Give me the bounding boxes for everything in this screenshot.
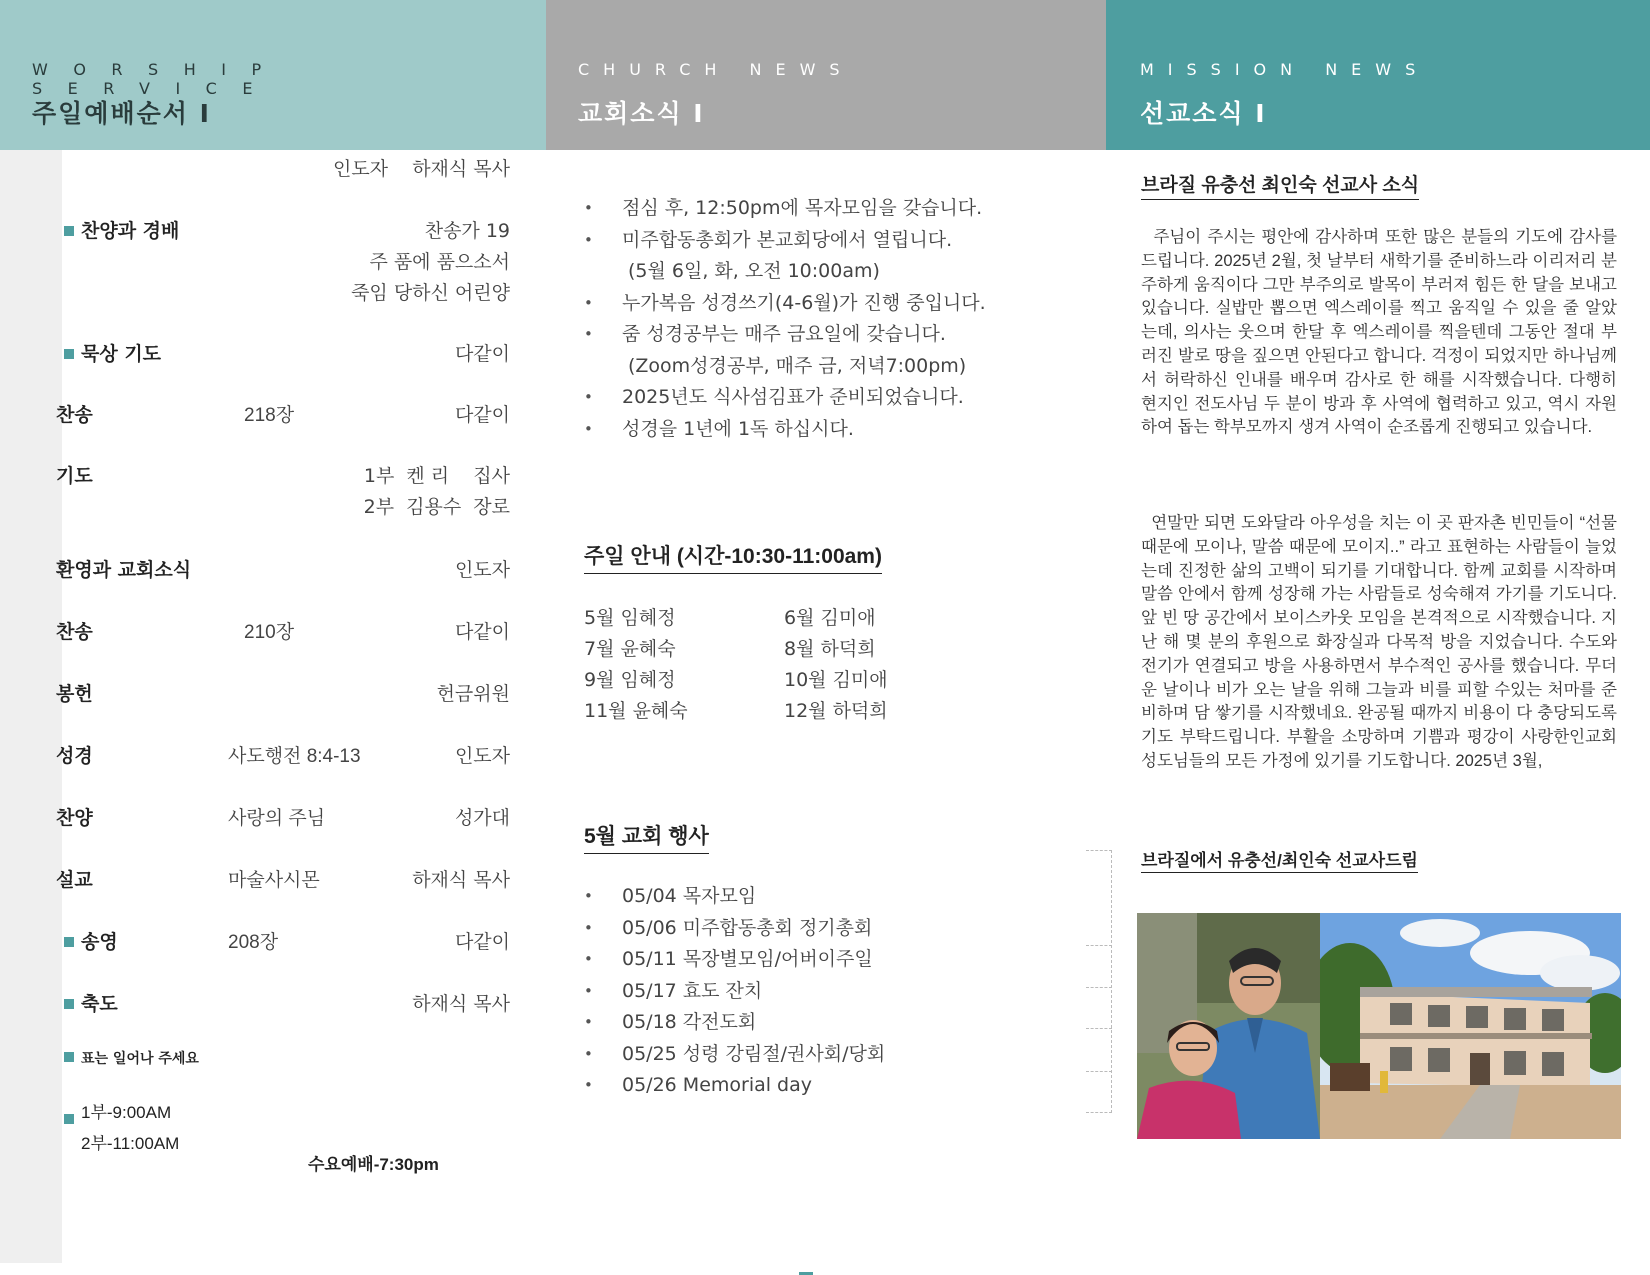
news-item	[584, 193, 986, 225]
benediction-right: 하재식 목사	[412, 993, 510, 1015]
guide-cell: 8월 하덕희	[784, 638, 876, 660]
praise-title	[64, 216, 179, 243]
wednesday-service: 수요예배-7:30pm	[308, 1155, 439, 1174]
event-text: 05/18 각전도회	[622, 1011, 757, 1033]
closing-hymn-right: 다같이	[454, 931, 510, 953]
mission-building-photo	[1320, 913, 1621, 1139]
guide-cell: 7월 윤혜숙	[584, 638, 676, 660]
church-news-list	[584, 193, 986, 445]
silent-prayer-right: 다같이	[454, 343, 510, 365]
sermon-title: 설교	[56, 869, 93, 891]
prayer-leader: 2부 김용수 장로	[363, 496, 510, 518]
praise-song: 찬송가 19	[424, 220, 510, 242]
praise-title-text: 찬양과 경배	[81, 220, 180, 242]
guide-cell: 11월 윤혜숙	[584, 700, 688, 722]
guide-row	[584, 665, 944, 696]
square-bullet-icon	[64, 1052, 74, 1062]
standing-note	[64, 1048, 199, 1068]
news-item	[584, 382, 986, 414]
bullet-icon: •	[584, 887, 593, 905]
church-news-header-title: 교회소식 I	[578, 99, 705, 128]
scripture-passage: 사도행전 8:4-13	[228, 746, 361, 767]
prayer-title: 기도	[56, 465, 93, 487]
dashed-bracket	[1086, 850, 1112, 1113]
event-text: 05/26 Memorial day	[622, 1074, 813, 1096]
news-text: 성경을 1년에 1독 하십시다.	[622, 417, 854, 440]
event-text: 05/17 효도 잔치	[622, 979, 763, 1002]
bullet-icon: •	[584, 918, 593, 937]
bullet-icon: •	[584, 419, 593, 438]
silent-prayer-title-text: 묵상 기도	[81, 343, 162, 365]
bullet-icon: •	[584, 1044, 593, 1063]
bullet-icon: •	[584, 950, 593, 968]
bullet-icon: •	[584, 981, 593, 1000]
anthem-title: 찬양	[56, 807, 93, 829]
welcome-title: 환영과 교회소식	[56, 559, 192, 581]
guide-cell: 12월 하덕희	[784, 700, 888, 722]
scripture-right: 인도자	[454, 745, 510, 767]
dashed-tick	[1086, 1071, 1112, 1072]
second-service-time: 2부-11:00AM	[81, 1134, 180, 1153]
hymn2-right: 다같이	[454, 621, 510, 643]
guide-row	[584, 603, 944, 634]
bullet-icon: •	[584, 388, 593, 406]
praise-song: 주 품에 품으소서	[369, 251, 510, 273]
bullet-icon: •	[584, 293, 593, 312]
hymn1-title: 찬송	[56, 404, 93, 426]
welcome-right: 인도자	[454, 559, 510, 581]
praise-song: 죽임 당하신 어린양	[351, 282, 510, 304]
silent-prayer-title	[64, 339, 161, 366]
guide-cell: 9월 임혜정	[584, 669, 676, 691]
bullet-icon: •	[584, 325, 593, 343]
scripture-title: 성경	[56, 745, 93, 767]
guide-cell: 10월 김미애	[784, 669, 888, 691]
mission-news-header-eng: MISSION NEWS	[1140, 60, 1430, 79]
hymn2-title: 찬송	[56, 621, 93, 643]
sermon-topic: 마술사시몬	[228, 870, 320, 891]
event-text: 05/04 목자모임	[622, 885, 757, 907]
mission-signature: 브라질에서 유충선/최인숙 선교사드림	[1141, 846, 1418, 873]
worship-header-eng: WORSHIP SERVICE	[32, 60, 287, 98]
hymn1-right: 다같이	[454, 404, 510, 426]
event-item	[584, 881, 885, 913]
bullet-icon: •	[584, 230, 593, 249]
benediction-title	[64, 989, 118, 1016]
offering-title: 봉헌	[56, 683, 93, 705]
news-text: 점심 후, 12:50pm에 목자모임을 갖습니다.	[622, 197, 983, 219]
closing-hymn-title	[64, 927, 118, 954]
bullet-icon: •	[584, 199, 593, 217]
benediction-title-text: 축도	[81, 993, 118, 1015]
church-news-header-eng: CHURCH NEWS	[578, 60, 854, 79]
standing-note-text: 표는 일어나 주세요	[81, 1051, 199, 1067]
event-item	[584, 913, 885, 945]
may-events-list	[584, 881, 885, 1102]
square-bullet-icon	[64, 937, 74, 947]
square-bullet-icon	[64, 349, 74, 359]
may-events-title: 5월 교회 행사	[584, 820, 709, 854]
news-text: 미주합동총회가 본교회당에서 열립니다.	[622, 228, 953, 251]
event-item	[584, 1070, 885, 1102]
first-service-time: 1부-9:00AM	[81, 1103, 172, 1122]
mission-building-image	[1320, 913, 1621, 1139]
prayer-leaders	[364, 461, 510, 523]
news-text: 누가복음 성경쓰기(4-6월)가 진행 중입니다.	[622, 291, 986, 314]
sunday-guide-title: 주일 안내 (시간-10:30-11:00am)	[584, 540, 882, 574]
news-subtext: (Zoom성경공부, 매주 금, 저녁7:00pm)	[628, 354, 967, 377]
news-subtext: (5월 6일, 화, 오전 10:00am)	[628, 260, 880, 282]
guide-cell: 5월 임혜정	[584, 607, 676, 629]
event-item	[584, 944, 885, 976]
event-item	[584, 976, 885, 1008]
event-text: 05/11 목장별모임/어버이주일	[622, 948, 873, 970]
hymn1-number: 218장	[244, 405, 295, 426]
worship-header-title: 주일예배순서 I	[32, 99, 211, 128]
mission-news-header	[1106, 0, 1650, 150]
news-item	[584, 319, 986, 382]
event-text: 05/06 미주합동총회 정기총회	[622, 916, 873, 939]
dashed-tick	[1086, 987, 1112, 988]
mission-news-header-title: 선교소식 I	[1140, 99, 1267, 128]
mission-title: 브라질 유충선 최인숙 선교사 소식	[1141, 170, 1419, 200]
square-bullet-icon	[64, 999, 74, 1009]
closing-hymn-title-text: 송영	[81, 931, 118, 953]
mission-paragraph-1: 주님이 주시는 평안에 감사하며 또한 많은 분들의 기도에 감사를 드립니다. 2025년 2월, 첫 날부터 새학기를 준비하느라 이리저리 분주하게 움직이다 그만 부주의로 발목이 부러져 힘든 한 달을 보내고 있습니다. 실밥만 뽑으면 엑스레이를 찍고 움직일 수 있을 줄 알았는데, 의사는 웃으며 한달 후 엑스레이를 찍을텐데 그동안 절대 부러진 발로 땅을 짚으면 안된다고 합니다. 걱정이 되었지만 하나님께서 허락하신 인내를 배우며 감사로 한 해를 시작했습니다. 다행히 현지인 전도사님 두 분이 방과 후 사역에 협력하고 있고, 역시 자원하여 돕는 학부모까지 생겨 사역이 순조롭게 진행되고 있습니다.	[1141, 228, 1622, 437]
hymn2-number: 210장	[244, 622, 295, 643]
offering-right: 헌금위원	[436, 683, 510, 705]
event-item	[584, 1007, 885, 1039]
missionary-couple-image	[1137, 913, 1320, 1139]
mission-paragraph-2: 연말만 되면 도와달라 아우성을 치는 이 곳 판자촌 빈민들이 “선물 때문에 모이나, 말씀 때문에 모이지..” 라고 표현하는 사람들이 늘었는데 진정한 삶의 고백이 되기를 기대합니다. 함께 교회를 시작하며 말씀 안에서 함께 성장해 가는 사람들로 성숙해져 가기를 기도니다. 앞 빈 땅 공간에서 보이스카웃 모임을 본격적으로 시작했습니다. 지난 해 몇 분의 후원으로 화장실과 다목적 방을 지었습니다. 수도와 전기가 연결되고 방을 사용하면서 부수적인 공사를 했습니다. 무더운 날이나 비가 오는 날을 위해 그늘과 비를 피할 수있는 처마를 준비하며 담 쌓기를 시작했네요. 완공될 때까지 비용이 다 충당되도록 기도 부탁드립니다. 부활을 소망하며 기쁨과 평강이 사랑한인교회 성도님들의 모든 가정에 있기를 기도합니다. 2025년 3월,	[1141, 514, 1622, 770]
bullet-icon: •	[584, 1076, 593, 1094]
service-times	[64, 1098, 179, 1154]
missionary-couple-photo	[1137, 913, 1320, 1139]
leader-text: 인도자 하재식 목사	[332, 158, 510, 180]
guide-cell: 6월 김미애	[784, 607, 876, 629]
praise-songs	[351, 216, 510, 309]
worship-order	[0, 150, 546, 1210]
church-news-header	[546, 0, 1106, 150]
event-text: 05/25 성령 강림절/권사회/당회	[622, 1042, 886, 1065]
dashed-tick	[1086, 1028, 1112, 1029]
sunday-guide-table	[584, 603, 944, 727]
closing-hymn-number: 208장	[228, 932, 279, 953]
anthem-song: 사랑의 주님	[228, 808, 326, 829]
worship-header	[0, 0, 546, 150]
news-item	[584, 288, 986, 320]
guide-row	[584, 634, 944, 665]
event-item	[584, 1039, 885, 1071]
bullet-icon: •	[584, 1013, 593, 1031]
news-text: 2025년도 식사섬김표가 준비되었습니다.	[622, 386, 964, 408]
square-bullet-icon	[64, 1114, 74, 1124]
news-item	[584, 414, 986, 446]
prayer-leader: 1부 켄 리 집사	[363, 465, 510, 487]
news-item	[584, 225, 986, 288]
sermon-right: 하재식 목사	[412, 869, 510, 891]
square-bullet-icon	[64, 226, 74, 236]
dashed-tick	[1086, 945, 1112, 946]
anthem-right: 성가대	[454, 807, 510, 829]
guide-row	[584, 696, 944, 727]
news-text: 줌 성경공부는 매주 금요일에 갖습니다.	[622, 323, 946, 345]
